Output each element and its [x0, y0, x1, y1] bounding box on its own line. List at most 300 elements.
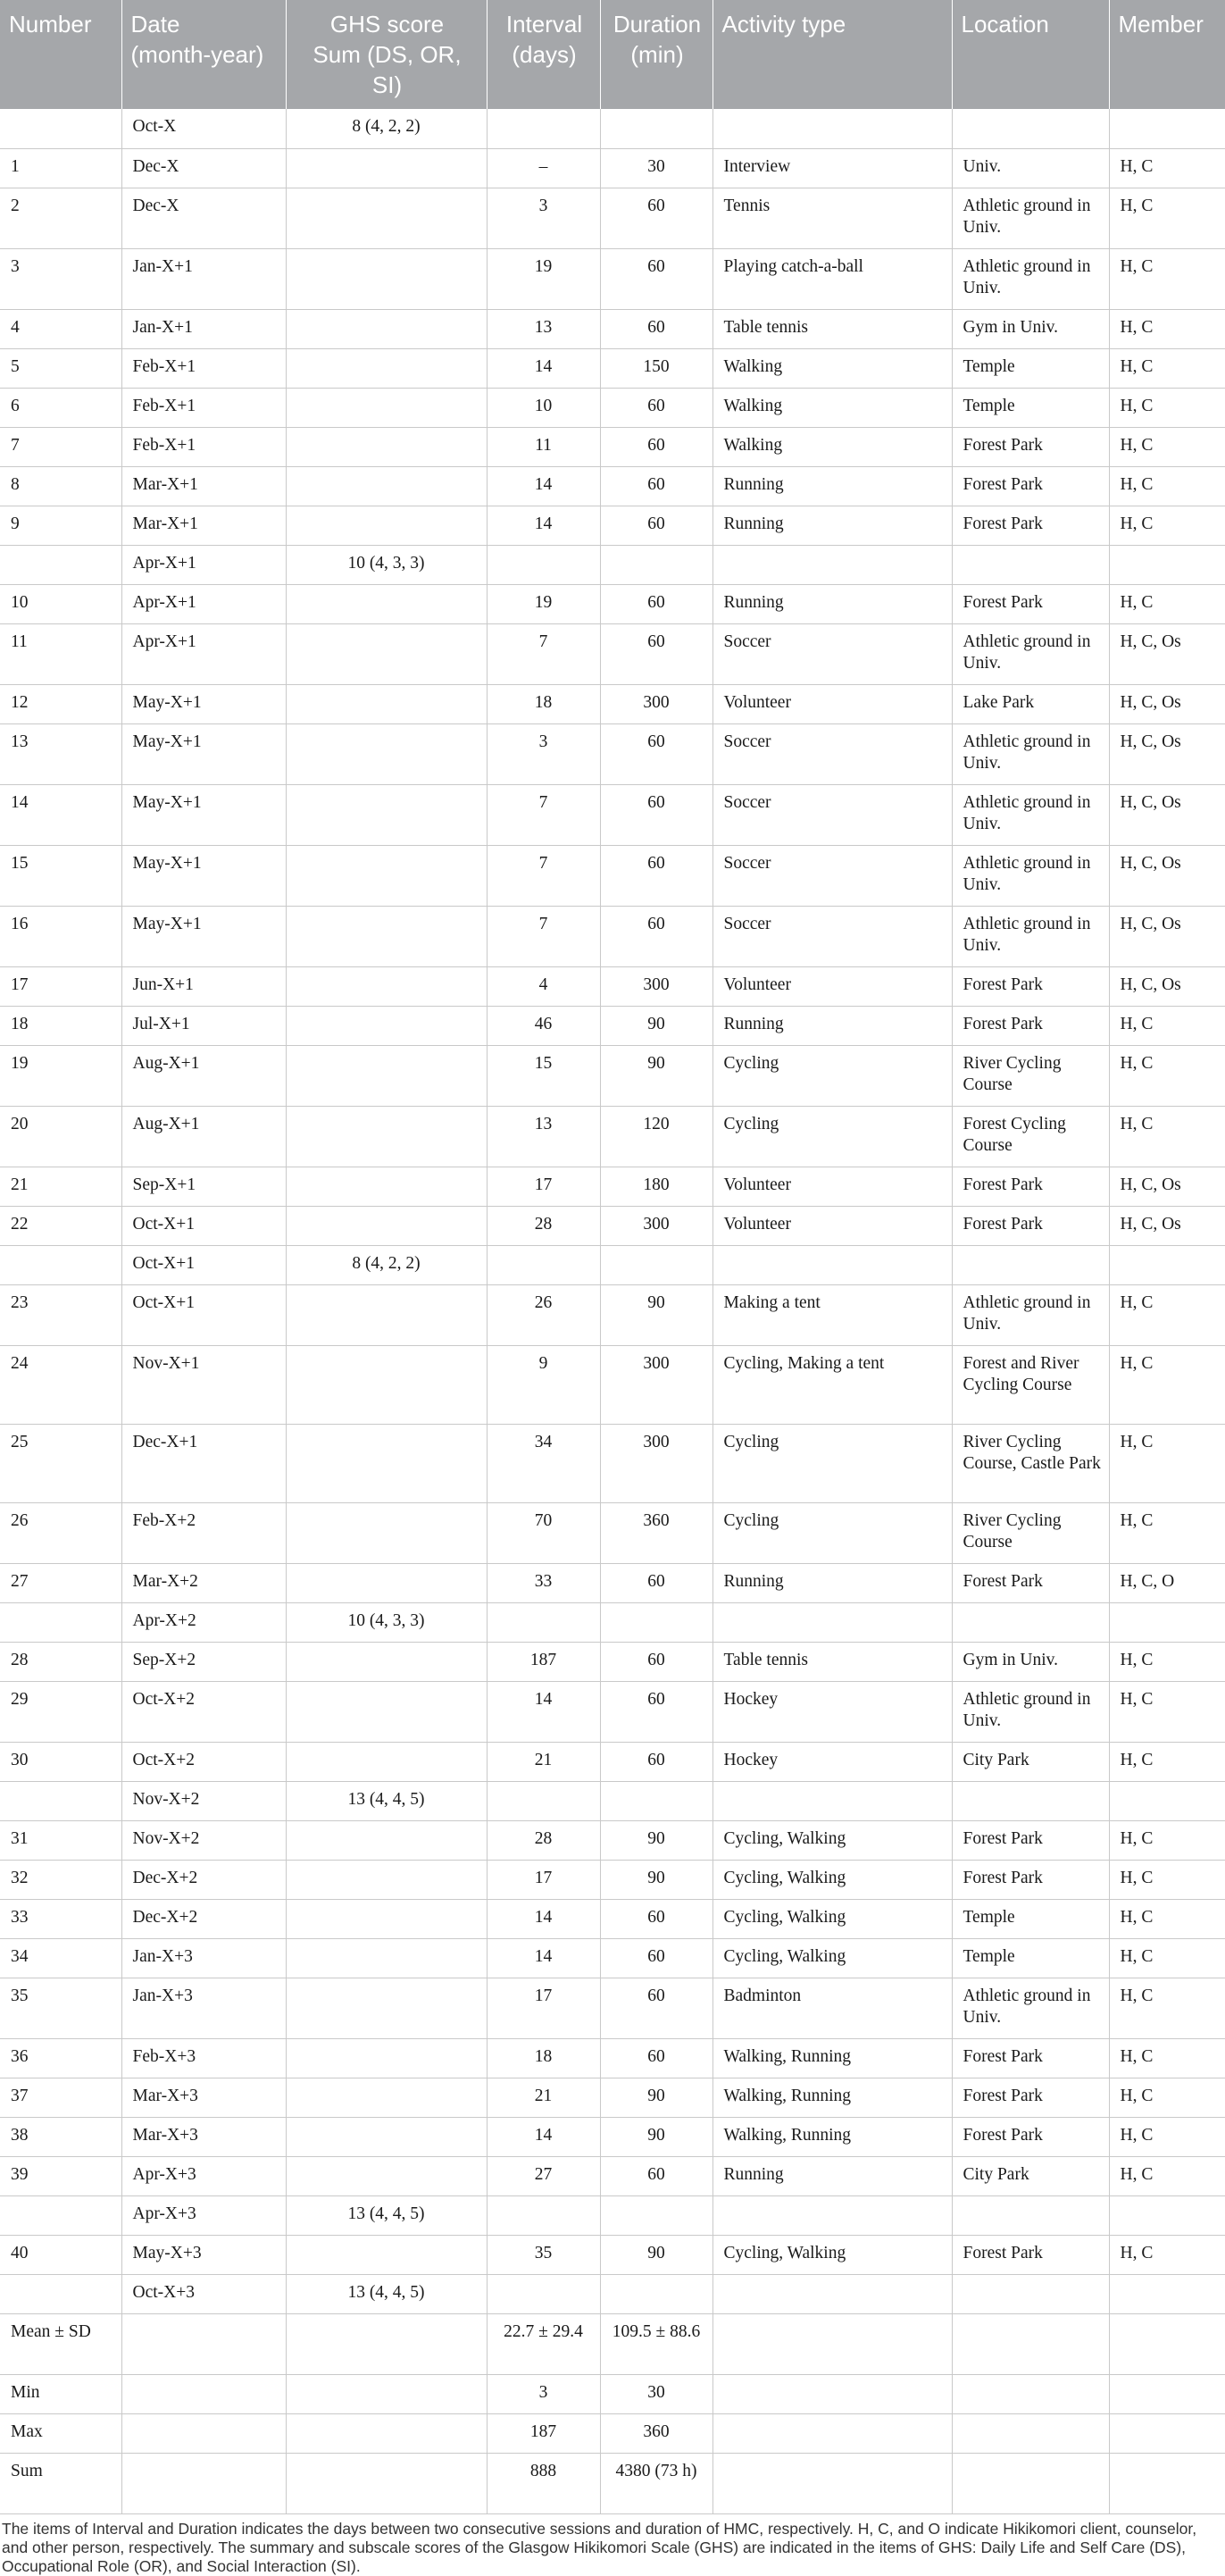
date-cell: Apr-X+1	[121, 623, 286, 684]
interval-cell: –	[487, 148, 600, 188]
duration-cell	[600, 1245, 712, 1284]
activity-type-cell	[712, 1245, 952, 1284]
activity-type-cell	[712, 1602, 952, 1642]
member-cell: H, C	[1109, 1345, 1225, 1424]
ghs-score-cell	[286, 966, 487, 1006]
member-cell: H, C, Os	[1109, 684, 1225, 723]
interval-cell: 13	[487, 309, 600, 348]
number-cell: 4	[0, 309, 121, 348]
table-row	[0, 1245, 1225, 1284]
ghs-score-cell	[286, 188, 487, 248]
member-cell: H, C	[1109, 388, 1225, 427]
location-cell	[952, 2274, 1109, 2313]
date-cell: Nov-X+1	[121, 1345, 286, 1424]
number-cell: 20	[0, 1106, 121, 1167]
number-cell: 15	[0, 845, 121, 906]
location-cell: Gym in Univ.	[952, 309, 1109, 348]
number-cell	[0, 1602, 121, 1642]
table-row	[0, 1106, 1225, 1167]
location-cell: Temple	[952, 388, 1109, 427]
table-row	[0, 1642, 1225, 1681]
duration-cell: 60	[600, 1899, 712, 1938]
number-cell: 23	[0, 1284, 121, 1345]
duration-cell: 60	[600, 388, 712, 427]
member-cell: H, C	[1109, 427, 1225, 466]
date-cell: Apr-X+1	[121, 584, 286, 623]
ghs-score-cell	[286, 148, 487, 188]
number-cell: 28	[0, 1642, 121, 1681]
location-cell	[952, 545, 1109, 584]
table-row	[0, 506, 1225, 545]
header-number: Number	[0, 0, 121, 109]
date-cell: Mar-X+1	[121, 506, 286, 545]
table-row	[0, 906, 1225, 966]
ghs-score-cell	[286, 723, 487, 784]
number-cell: 29	[0, 1681, 121, 1742]
member-cell: H, C, Os	[1109, 1206, 1225, 1245]
date-cell: Dec-X+1	[121, 1424, 286, 1502]
date-cell: Apr-X+1	[121, 545, 286, 584]
table-row	[0, 466, 1225, 506]
table-row	[0, 2313, 1225, 2374]
activity-type-cell: Volunteer	[712, 1206, 952, 1245]
interval-cell: 3	[487, 723, 600, 784]
number-cell: Max	[0, 2413, 121, 2453]
member-cell: H, C	[1109, 248, 1225, 309]
table-header-row	[0, 0, 1225, 109]
table-row	[0, 2117, 1225, 2156]
ghs-score-cell: 13 (4, 4, 5)	[286, 1781, 487, 1820]
duration-cell: 60	[600, 1978, 712, 2038]
activity-type-cell: Cycling, Walking	[712, 2235, 952, 2274]
ghs-score-cell	[286, 2453, 487, 2513]
number-cell: 6	[0, 388, 121, 427]
location-cell	[952, 2453, 1109, 2513]
location-cell: Forest Park	[952, 2038, 1109, 2078]
ghs-score-cell	[286, 1345, 487, 1424]
location-cell: River Cycling Course, Castle Park	[952, 1424, 1109, 1502]
ghs-score-cell	[286, 309, 487, 348]
duration-cell: 90	[600, 1284, 712, 1345]
table-row	[0, 845, 1225, 906]
header-date: Date (month-year)	[121, 0, 286, 109]
table-row	[0, 2374, 1225, 2413]
location-cell: Univ.	[952, 148, 1109, 188]
activity-type-cell: Volunteer	[712, 1167, 952, 1206]
date-cell: May-X+1	[121, 723, 286, 784]
duration-cell: 300	[600, 684, 712, 723]
location-cell: Temple	[952, 1899, 1109, 1938]
header-interval: Interval (days)	[487, 0, 600, 109]
member-cell: H, C, Os	[1109, 906, 1225, 966]
date-cell: Oct-X+1	[121, 1284, 286, 1345]
member-cell: H, C, Os	[1109, 623, 1225, 684]
number-cell: 36	[0, 2038, 121, 2078]
location-cell: Forest Park	[952, 2078, 1109, 2117]
activity-type-cell: Soccer	[712, 784, 952, 845]
interval-cell: 14	[487, 1899, 600, 1938]
table-row	[0, 148, 1225, 188]
ghs-score-cell	[286, 1742, 487, 1781]
number-cell: 21	[0, 1167, 121, 1206]
table-row	[0, 1502, 1225, 1563]
interval-cell	[487, 2195, 600, 2235]
location-cell: Athletic ground in Univ.	[952, 623, 1109, 684]
activity-type-cell: Cycling, Walking	[712, 1938, 952, 1978]
location-cell: City Park	[952, 1742, 1109, 1781]
activity-type-cell: Walking	[712, 388, 952, 427]
number-cell: 2	[0, 188, 121, 248]
duration-cell: 300	[600, 1345, 712, 1424]
member-cell: H, C	[1109, 348, 1225, 388]
activity-type-cell: Playing catch-a-ball	[712, 248, 952, 309]
activity-type-cell: Badminton	[712, 1978, 952, 2038]
duration-cell: 60	[600, 845, 712, 906]
location-cell: Forest Park	[952, 584, 1109, 623]
duration-cell: 60	[600, 427, 712, 466]
member-cell: H, C	[1109, 1106, 1225, 1167]
date-cell: Oct-X	[121, 109, 286, 148]
interval-cell: 3	[487, 188, 600, 248]
number-cell: 38	[0, 2117, 121, 2156]
location-cell	[952, 2195, 1109, 2235]
interval-cell: 14	[487, 466, 600, 506]
location-cell: Forest Park	[952, 1820, 1109, 1860]
number-cell: 22	[0, 1206, 121, 1245]
interval-cell: 28	[487, 1206, 600, 1245]
member-cell: H, C	[1109, 1284, 1225, 1345]
table-row	[0, 684, 1225, 723]
activity-type-cell: Volunteer	[712, 684, 952, 723]
location-cell: River Cycling Course	[952, 1502, 1109, 1563]
location-cell: Athletic ground in Univ.	[952, 1284, 1109, 1345]
number-cell	[0, 2274, 121, 2313]
member-cell: H, C	[1109, 1820, 1225, 1860]
date-cell: May-X+3	[121, 2235, 286, 2274]
activity-type-cell: Running	[712, 2156, 952, 2195]
location-cell	[952, 2313, 1109, 2374]
table-row	[0, 1045, 1225, 1106]
ghs-score-cell	[286, 388, 487, 427]
ghs-score-cell	[286, 1563, 487, 1602]
activity-type-cell	[712, 2413, 952, 2453]
duration-cell: 60	[600, 2038, 712, 2078]
interval-cell	[487, 109, 600, 148]
interval-cell: 21	[487, 1742, 600, 1781]
table-row	[0, 1978, 1225, 2038]
duration-cell: 30	[600, 2374, 712, 2413]
location-cell: Lake Park	[952, 684, 1109, 723]
interval-cell: 14	[487, 506, 600, 545]
ghs-score-cell	[286, 427, 487, 466]
location-cell: Athletic ground in Univ.	[952, 248, 1109, 309]
duration-cell	[600, 1781, 712, 1820]
activity-type-cell: Soccer	[712, 723, 952, 784]
ghs-score-cell	[286, 1502, 487, 1563]
date-cell: Jun-X+1	[121, 966, 286, 1006]
member-cell	[1109, 1245, 1225, 1284]
header-location: Location	[952, 0, 1109, 109]
interval-cell: 17	[487, 1860, 600, 1899]
date-cell	[121, 2374, 286, 2413]
activity-type-cell: Table tennis	[712, 1642, 952, 1681]
date-cell: Jan-X+3	[121, 1938, 286, 1978]
member-cell: H, C	[1109, 1899, 1225, 1938]
activity-type-cell: Cycling, Making a tent	[712, 1345, 952, 1424]
location-cell: Gym in Univ.	[952, 1642, 1109, 1681]
activity-type-cell: Cycling, Walking	[712, 1899, 952, 1938]
activity-type-cell: Running	[712, 1006, 952, 1045]
activity-type-cell: Cycling	[712, 1045, 952, 1106]
table-row	[0, 1167, 1225, 1206]
duration-cell: 60	[600, 248, 712, 309]
ghs-score-cell: 10 (4, 3, 3)	[286, 545, 487, 584]
ghs-score-cell	[286, 2078, 487, 2117]
ghs-score-cell	[286, 1424, 487, 1502]
number-cell: 3	[0, 248, 121, 309]
location-cell: Forest Park	[952, 1563, 1109, 1602]
activity-type-cell	[712, 2274, 952, 2313]
member-cell: H, C	[1109, 466, 1225, 506]
ghs-score-cell	[286, 1899, 487, 1938]
location-cell: Forest Cycling Course	[952, 1106, 1109, 1167]
member-cell: H, C	[1109, 188, 1225, 248]
interval-cell: 14	[487, 2117, 600, 2156]
number-cell: 1	[0, 148, 121, 188]
member-cell: H, C	[1109, 1424, 1225, 1502]
interval-cell: 14	[487, 1938, 600, 1978]
member-cell: H, C, Os	[1109, 723, 1225, 784]
location-cell: Forest Park	[952, 466, 1109, 506]
interval-cell: 7	[487, 784, 600, 845]
duration-cell: 60	[600, 506, 712, 545]
member-cell: H, C	[1109, 2078, 1225, 2117]
interval-cell	[487, 1781, 600, 1820]
table-row	[0, 1424, 1225, 1502]
duration-cell	[600, 2195, 712, 2235]
number-cell: 18	[0, 1006, 121, 1045]
member-cell	[1109, 2374, 1225, 2413]
number-cell	[0, 109, 121, 148]
duration-cell: 60	[600, 1681, 712, 1742]
table-row	[0, 348, 1225, 388]
duration-cell	[600, 1602, 712, 1642]
interval-cell: 10	[487, 388, 600, 427]
date-cell: Aug-X+1	[121, 1045, 286, 1106]
location-cell: Athletic ground in Univ.	[952, 723, 1109, 784]
activity-type-cell: Soccer	[712, 845, 952, 906]
number-cell: 7	[0, 427, 121, 466]
member-cell: H, C	[1109, 2117, 1225, 2156]
member-cell	[1109, 2453, 1225, 2513]
duration-cell: 180	[600, 1167, 712, 1206]
table-row	[0, 1742, 1225, 1781]
number-cell: 40	[0, 2235, 121, 2274]
interval-cell: 27	[487, 2156, 600, 2195]
table-row	[0, 188, 1225, 248]
duration-cell: 60	[600, 188, 712, 248]
table-row	[0, 2038, 1225, 2078]
date-cell: Aug-X+1	[121, 1106, 286, 1167]
number-cell: 30	[0, 1742, 121, 1781]
interval-cell: 22.7 ± 29.4	[487, 2313, 600, 2374]
member-cell	[1109, 2313, 1225, 2374]
activity-type-cell: Hockey	[712, 1742, 952, 1781]
date-cell: May-X+1	[121, 684, 286, 723]
member-cell: H, C	[1109, 148, 1225, 188]
duration-cell: 90	[600, 2117, 712, 2156]
member-cell	[1109, 1602, 1225, 1642]
table-row	[0, 1006, 1225, 1045]
table-row	[0, 1284, 1225, 1345]
activity-type-cell	[712, 1781, 952, 1820]
location-cell: Forest Park	[952, 1860, 1109, 1899]
number-cell: 37	[0, 2078, 121, 2117]
date-cell: May-X+1	[121, 906, 286, 966]
ghs-score-cell	[286, 1642, 487, 1681]
table-row	[0, 2413, 1225, 2453]
number-cell: 16	[0, 906, 121, 966]
interval-cell: 19	[487, 248, 600, 309]
interval-cell: 11	[487, 427, 600, 466]
duration-cell: 150	[600, 348, 712, 388]
duration-cell: 60	[600, 466, 712, 506]
date-cell: Dec-X	[121, 188, 286, 248]
number-cell: 17	[0, 966, 121, 1006]
location-cell: Forest Park	[952, 1167, 1109, 1206]
member-cell: H, C	[1109, 1642, 1225, 1681]
date-cell: Feb-X+1	[121, 388, 286, 427]
location-cell	[952, 1602, 1109, 1642]
date-cell: May-X+1	[121, 784, 286, 845]
table-row	[0, 1206, 1225, 1245]
date-cell: Jul-X+1	[121, 1006, 286, 1045]
interval-cell	[487, 1245, 600, 1284]
location-cell: River Cycling Course	[952, 1045, 1109, 1106]
ghs-score-cell	[286, 1045, 487, 1106]
date-cell: Dec-X	[121, 148, 286, 188]
activity-type-cell: Running	[712, 584, 952, 623]
ghs-score-cell: 13 (4, 4, 5)	[286, 2274, 487, 2313]
number-cell: 32	[0, 1860, 121, 1899]
ghs-score-cell	[286, 348, 487, 388]
interval-cell: 7	[487, 906, 600, 966]
table-row	[0, 309, 1225, 348]
date-cell	[121, 2313, 286, 2374]
date-cell: Sep-X+1	[121, 1167, 286, 1206]
location-cell: Athletic ground in Univ.	[952, 845, 1109, 906]
ghs-score-cell	[286, 466, 487, 506]
duration-cell: 60	[600, 1742, 712, 1781]
member-cell: H, C	[1109, 1006, 1225, 1045]
duration-cell: 360	[600, 1502, 712, 1563]
member-cell	[1109, 2274, 1225, 2313]
activity-type-cell: Soccer	[712, 906, 952, 966]
duration-cell: 90	[600, 2235, 712, 2274]
location-cell: Forest and River Cycling Course	[952, 1345, 1109, 1424]
number-cell	[0, 2195, 121, 2235]
ghs-score-cell: 10 (4, 3, 3)	[286, 1602, 487, 1642]
location-cell: Athletic ground in Univ.	[952, 784, 1109, 845]
member-cell	[1109, 1781, 1225, 1820]
date-cell: Oct-X+1	[121, 1245, 286, 1284]
activity-type-cell	[712, 2195, 952, 2235]
member-cell: H, C	[1109, 1978, 1225, 2038]
table-body	[0, 109, 1225, 2513]
ghs-score-cell	[286, 2038, 487, 2078]
interval-cell: 17	[487, 1978, 600, 2038]
date-cell: Feb-X+3	[121, 2038, 286, 2078]
interval-cell: 9	[487, 1345, 600, 1424]
number-cell	[0, 545, 121, 584]
member-cell: H, C	[1109, 2235, 1225, 2274]
table-row	[0, 1938, 1225, 1978]
member-cell: H, C	[1109, 309, 1225, 348]
activity-type-cell: Walking, Running	[712, 2038, 952, 2078]
duration-cell: 360	[600, 2413, 712, 2453]
table-row	[0, 109, 1225, 148]
member-cell: H, C, Os	[1109, 784, 1225, 845]
ghs-score-cell	[286, 684, 487, 723]
ghs-score-cell	[286, 2313, 487, 2374]
member-cell: H, C	[1109, 1045, 1225, 1106]
ghs-score-cell	[286, 906, 487, 966]
duration-cell: 60	[600, 906, 712, 966]
date-cell	[121, 2453, 286, 2513]
activity-type-cell: Running	[712, 506, 952, 545]
duration-cell: 300	[600, 1424, 712, 1502]
activity-type-cell: Tennis	[712, 188, 952, 248]
table-row	[0, 723, 1225, 784]
ghs-score-cell	[286, 2117, 487, 2156]
ghs-score-cell	[286, 1978, 487, 2038]
member-cell: H, C	[1109, 506, 1225, 545]
ghs-score-cell	[286, 784, 487, 845]
table-footnote: The items of Interval and Duration indicates the days between two consecutive sessions and duration of HMC, respectively. H, C, and O indicate Hikikomori client, counselor, and other person, respectively. The summary and subscale scores of the Glasgow Hikikomori Scale (GHS) are indicated in the items of GHS: Daily Life and Self Care (DS), Occupational Role (OR), and Social Interaction (SI).	[2, 2519, 1197, 2575]
duration-cell: 60	[600, 584, 712, 623]
activity-type-cell: Volunteer	[712, 966, 952, 1006]
ghs-score-cell	[286, 248, 487, 309]
member-cell	[1109, 545, 1225, 584]
location-cell: Athletic ground in Univ.	[952, 188, 1109, 248]
location-cell	[952, 1781, 1109, 1820]
date-cell: Apr-X+3	[121, 2195, 286, 2235]
table-row	[0, 1345, 1225, 1424]
ghs-score-cell: 13 (4, 4, 5)	[286, 2195, 487, 2235]
activity-type-cell: Cycling, Walking	[712, 1860, 952, 1899]
member-cell	[1109, 2413, 1225, 2453]
header-ghs-score: GHS score Sum (DS, OR, SI)	[286, 0, 487, 109]
number-cell: Min	[0, 2374, 121, 2413]
date-cell: Mar-X+3	[121, 2078, 286, 2117]
ghs-score-cell	[286, 2156, 487, 2195]
number-cell: 27	[0, 1563, 121, 1602]
member-cell: H, C	[1109, 1681, 1225, 1742]
location-cell: Forest Park	[952, 427, 1109, 466]
number-cell: 12	[0, 684, 121, 723]
location-cell: City Park	[952, 2156, 1109, 2195]
location-cell: Forest Park	[952, 2235, 1109, 2274]
activity-type-cell: Running	[712, 466, 952, 506]
interval-cell: 15	[487, 1045, 600, 1106]
number-cell: 13	[0, 723, 121, 784]
ghs-score-cell: 8 (4, 2, 2)	[286, 1245, 487, 1284]
interval-cell: 35	[487, 2235, 600, 2274]
member-cell: H, C	[1109, 1742, 1225, 1781]
interval-cell: 28	[487, 1820, 600, 1860]
table-row	[0, 1781, 1225, 1820]
ghs-score-cell	[286, 1006, 487, 1045]
